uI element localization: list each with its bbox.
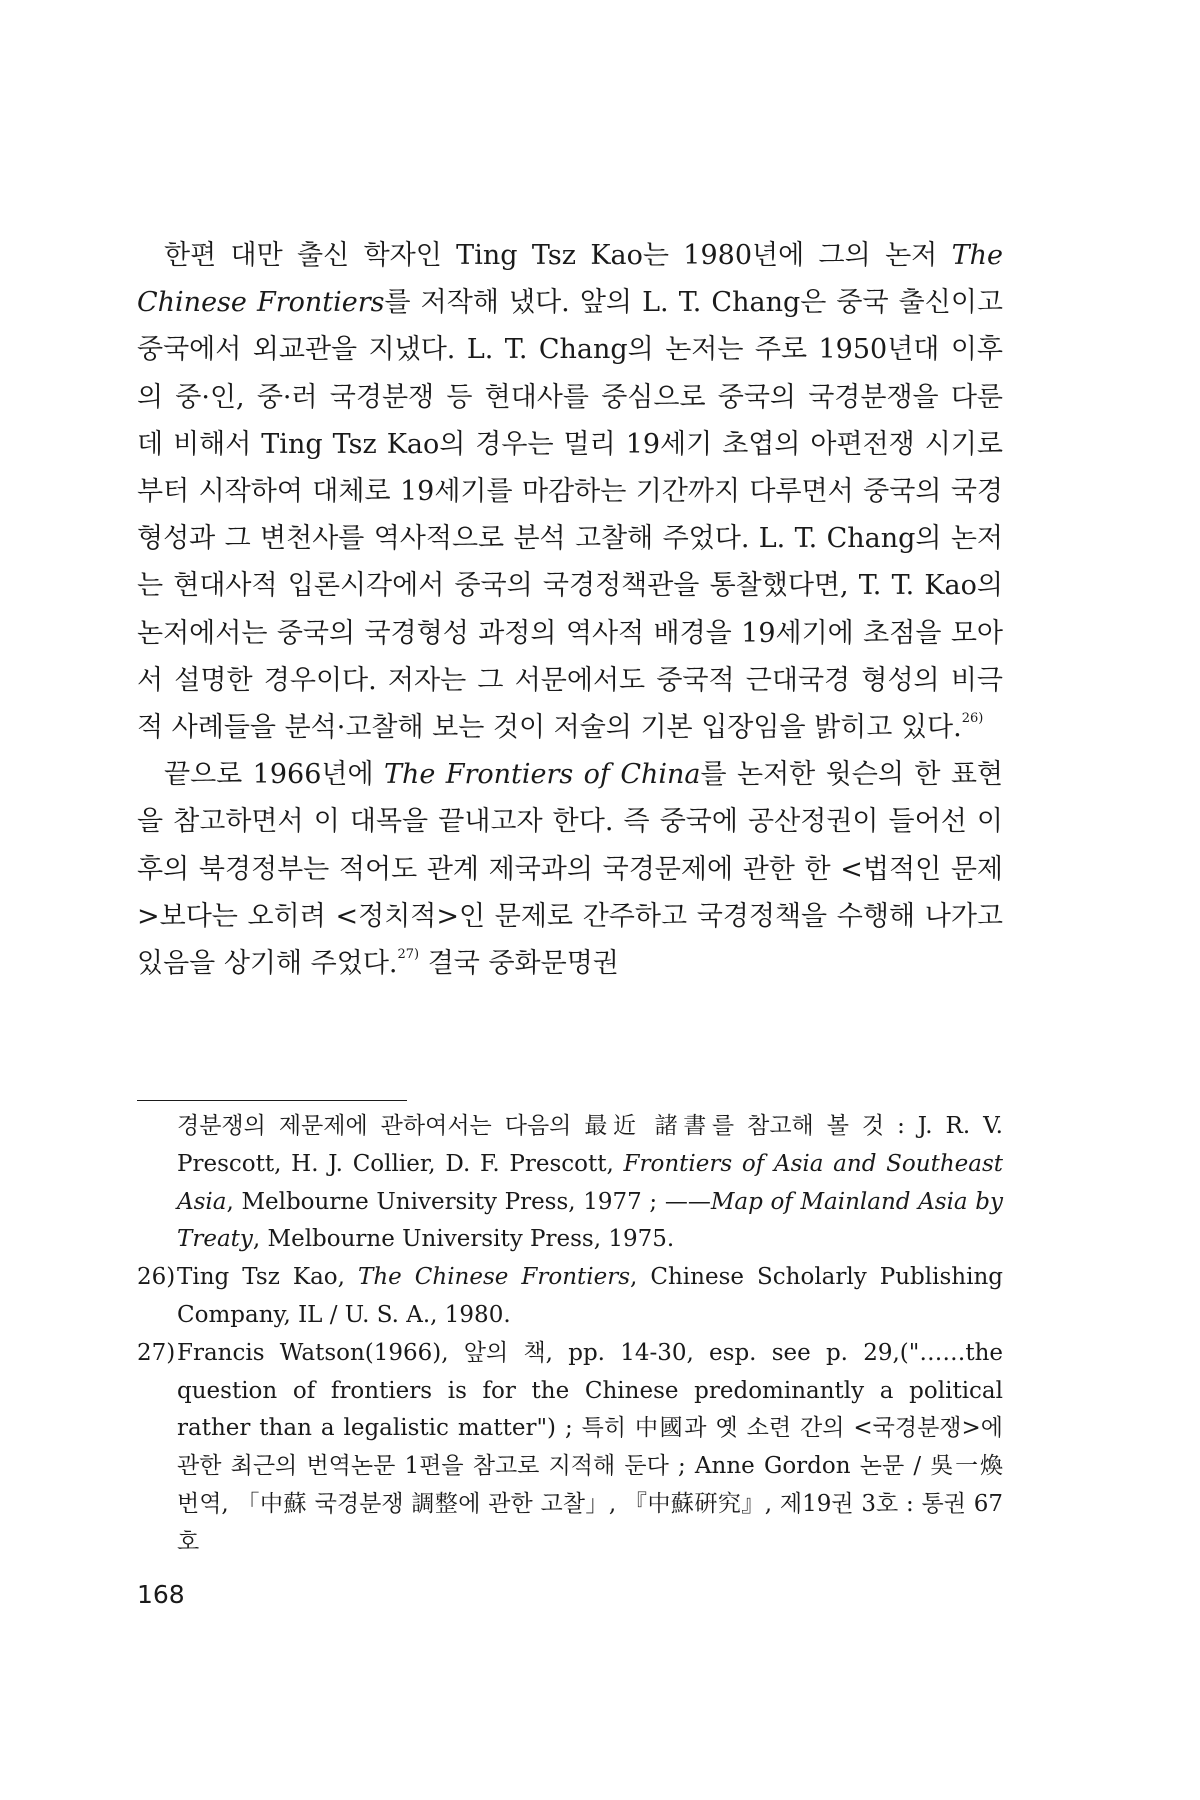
footnote-text — [177, 1335, 1003, 1562]
body-text — [137, 232, 1003, 987]
text-run: , Melbourne University Press, 1977 ; —— — [226, 1188, 711, 1215]
footnote-number: 26) — [137, 1264, 176, 1291]
footnote-text — [177, 1259, 1003, 1335]
footnotes — [137, 1108, 1003, 1562]
text-run: 한편 대만 출신 학자인 Ting Tsz Kao는 1980년에 그의 논저 — [164, 240, 952, 271]
italic-title: The Chinese Frontiers — [137, 240, 1003, 319]
text-run: , Chinese Scholarly Publishing Company, IL / U. S. A., 1980. — [177, 1264, 1004, 1328]
text-run: Francis Watson(1966), 앞의 책, pp. 14-30, esp. see p. 29,("……the question of frontiers is for the Chinese predominantly a political rather than a legalistic matter") ; 특히 中國과 옛 소련 간의 <국경분쟁>에 관한 최근의 번역논문 1편을 참고로 지적해 둔다 ; Anne Gordon 논문 / 吳一煥 번역, 「中蘇 국경분쟁 調整에 관한 고찰」, 『中蘇硏究』, 제19권 3호 : 통권 67호 — [177, 1339, 1003, 1555]
footnote-divider — [137, 1100, 407, 1101]
footnote-27 — [137, 1335, 1003, 1562]
footnote-reference: 26) — [961, 711, 984, 727]
footnote-reference: 27) — [397, 947, 420, 963]
footnote-26 — [137, 1259, 1003, 1335]
text-run: 를 논저한 윗슨의 한 표현을 참고하면서 이 대목을 끝내고자 한다. 즉 중국에 공산정권이 들어선 이후의 북경정부는 적어도 관계 제국과의 국경문제에 관한 한 <법적인 문제>보다는 오히려 <정치적>인 문제로 간주하고 국경정책을 수행해 나가고 있음을 상기해 주었다. — [137, 759, 1003, 980]
text-run: 를 저작해 냈다. 앞의 L. T. Chang은 중국 출신이고 중국에서 외교관을 지냈다. L. T. Chang의 논저는 주로 1950년대 이후의 중·인, 중·러 국경분쟁 등 현대사를 중심으로 중국의 국경분쟁을 다룬 데 비해서 Ting Tsz Kao의 경우는 멀리 19세기 초엽의 아편전쟁 시기로부터 시작하여 대체로 19세기를 마감하는 기간까지 다루면서 중국의 국경형성과 그 변천사를 역사적으로 분석 고찰해 주었다. L. T. Chang의 논저는 현대사적 입론시각에서 중국의 국경정책관을 통찰했다면, T. T. Kao의 논저에서는 중국의 국경형성 과정의 역사적 배경을 19세기에 초점을 모아서 설명한 경우이다. 저자는 그 서문에서도 중국적 근대국경 형성의 비극적 사례들을 분석·고찰해 보는 것이 저술의 기본 입장임을 밝히고 있다. — [137, 287, 1003, 744]
paragraph-1 — [137, 232, 1003, 751]
text-run: 경분쟁의 제문제에 관하여서는 다음의 最近 諸書를 참고해 볼 것 : J. R. V. Prescott, H. J. Collier, D. F. Prescott, — [177, 1113, 1003, 1177]
footnote-number: 27) — [137, 1339, 176, 1366]
italic-title: The Chinese Frontiers — [357, 1264, 631, 1291]
footnote-continuation — [177, 1108, 1003, 1259]
text-run: , Melbourne University Press, 1975. — [252, 1226, 675, 1253]
page-number: 168 — [137, 1580, 185, 1609]
italic-title: Frontiers of Asia and Southeast Asia — [177, 1150, 1004, 1215]
italic-title: The Frontiers of China — [383, 759, 701, 791]
text-run: Ting Tsz Kao, — [177, 1264, 358, 1291]
text-run: 결국 중화문명권 — [419, 948, 619, 980]
text-run: 끝으로 1966년에 — [164, 759, 384, 791]
italic-title: Map of Mainland Asia by Treaty — [177, 1188, 1003, 1253]
paragraph-2 — [137, 751, 1003, 987]
